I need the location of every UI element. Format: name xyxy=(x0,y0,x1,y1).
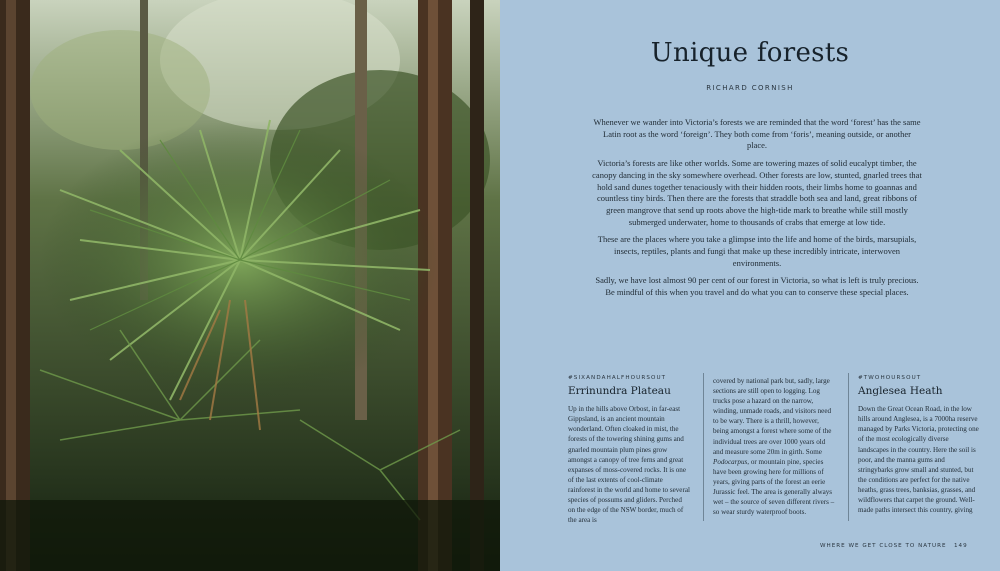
section-body xyxy=(713,376,835,517)
section-tag: #TWOHOURSOUT xyxy=(858,375,922,381)
intro-paragraph: Sadly, we have lost almost 90 per cent of our forest in Victoria, so what is left is truly precious. Be mindful of this when you travel and do what you can to conserve these special places. xyxy=(595,275,919,298)
section-errinundra-continued xyxy=(713,376,835,517)
section-anglesea xyxy=(858,373,980,515)
text-page xyxy=(500,0,1000,571)
author-byline: RICHARD CORNISH xyxy=(706,84,794,92)
section-tag: #SIXANDAHALFHOURSOUT xyxy=(568,375,667,381)
section-heading: Errinundra Plateau xyxy=(568,385,671,398)
section-errinundra xyxy=(568,373,690,525)
intro-text xyxy=(592,117,922,305)
intro-paragraph: These are the places where you take a glimpse into the life and home of the birds, marsupials, insects, reptiles, plants and fungi that make up these incredibly intricate, interwoven environments. xyxy=(597,234,917,268)
species-name: Podocarpus xyxy=(713,457,748,466)
feature-columns xyxy=(568,373,979,533)
column-divider xyxy=(703,373,704,521)
intro-paragraph: Victoria’s forests are like other worlds. Some are towering mazes of solid eucalypt timber, the canopy dancing in the sky somewhere overhead. Other forests are low, stunted, gnarled trees that hold sand dunes together tenaciously with their hidden roots, their limbs home to goannas and countless tiny birds. Then there are the forests that straddle both sea and land, great ribbons of green mangrove that send up roots above the high-tide mark to breathe while still mostly submerged underwater, home to thousands of crabs that emerge at low tide. xyxy=(592,158,922,227)
running-title: WHERE WE GET CLOSE TO NATURE xyxy=(820,543,947,549)
intro-paragraph: Whenever we wander into Victoria’s forests we are reminded that the word ‘forest’ has the same Latin root as the word ‘foreign’. They both come from ‘foris’, meaning outside, or another place. xyxy=(593,117,921,151)
section-body: Up in the hills above Orbost, in far-east Gippsland, is an ancient mountain wonderland. Often cloaked in mist, the forests of the towering shining gums and gnarled mountain plum pines grow amongst a canopy of tree ferns and great expanses of moss-covered rocks. It is one of the last extents of cool-climate rainforest in the world and home to several species of possums and gliders. Perched on the edge of the NSW border, much of the area is xyxy=(568,405,690,525)
column-divider xyxy=(848,373,849,521)
section-body-text: covered by national park but, sadly, large sections are still open to logging. Log trucks pose a hazard on the narrow, winding, unmade roads, and visitors need to be wary. There is a thrill, however, being amongst a forest where some of the individual trees are over 1000 years old and measure some 20m in girth. Some xyxy=(713,377,832,456)
section-body-text: , or mountain pine, species have been growing here for millions of years, giving parts of the forest an eerie Jurassic feel. The area is generally always wet – the source of seven different rivers – so wear sturdy waterproof boots. xyxy=(713,457,835,517)
page-title: Unique forests xyxy=(650,38,850,68)
section-body: Down the Great Ocean Road, in the low hills around Anglesea, is a 7000ha reserve managed by Parks Victoria, protecting one of the most ecologically diverse landscapes in the country. Here the soil is poor, and the manna gums and stringybarks grow small and stunted, but the conditions are perfect for the native heaths, grass trees, banksias, grasses, and wildflowers that carpet the ground. Well-made paths intersect this country, giving xyxy=(858,405,979,515)
page-number: 149 xyxy=(954,543,968,549)
section-heading: Anglesea Heath xyxy=(858,385,943,398)
